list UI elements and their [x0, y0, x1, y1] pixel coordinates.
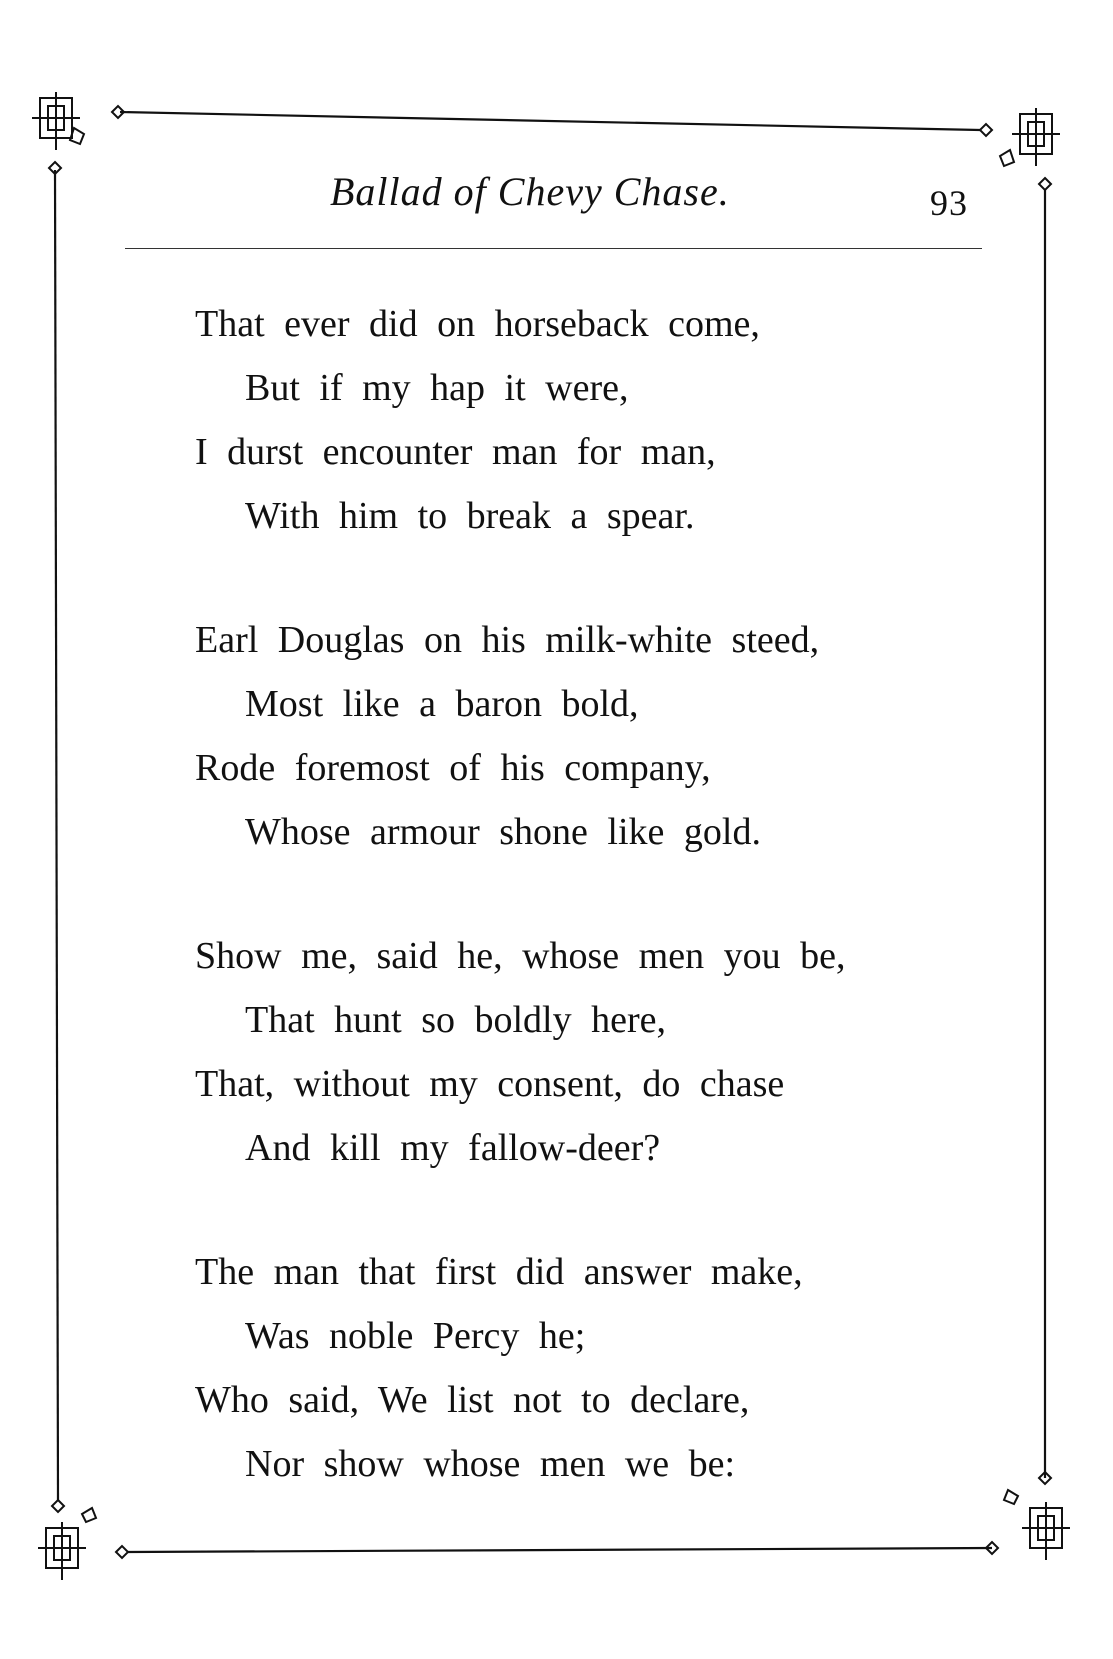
verse-line: I durst encounter man for man, — [195, 431, 716, 473]
verse-line: Was noble Percy he; — [245, 1315, 586, 1357]
verse-line: That, without my consent, do chase — [195, 1063, 785, 1105]
verse-line: The man that first did answer make, — [195, 1251, 803, 1293]
verse-line: That hunt so boldly here, — [245, 999, 666, 1041]
page-number: 93 — [930, 183, 968, 223]
verse-line: Nor show whose men we be: — [245, 1443, 736, 1485]
running-title: Ballad of Chevy Chase. — [330, 169, 730, 214]
stanza-2 — [195, 608, 995, 864]
verse-line: And kill my fallow-deer? — [245, 1127, 661, 1169]
stanza-4 — [195, 1240, 995, 1496]
verse-line: Most like a baron bold, — [245, 683, 639, 725]
corner-ornament-bottom-left — [38, 1500, 128, 1580]
verse-line: Who said, We list not to declare, — [195, 1379, 750, 1421]
poem-body — [195, 292, 995, 1496]
verse-line: Whose armour shone like gold. — [245, 811, 761, 853]
verse-line: Show me, said he, whose men you be, — [195, 935, 846, 977]
corner-ornament-top-left — [32, 92, 124, 174]
verse-line: But if my hap it were, — [245, 367, 629, 409]
verse-line: Earl Douglas on his milk-white steed, — [195, 619, 820, 661]
stanza-3 — [195, 924, 995, 1180]
corner-ornament-bottom-right — [986, 1472, 1070, 1560]
stanza-1 — [195, 292, 995, 548]
header-rule — [125, 248, 982, 249]
verse-line: Rode foremost of his company, — [195, 747, 711, 789]
page-header — [0, 168, 1113, 228]
verse-line: With him to break a spear. — [245, 495, 695, 537]
verse-line: That ever did on horseback come, — [195, 303, 760, 345]
